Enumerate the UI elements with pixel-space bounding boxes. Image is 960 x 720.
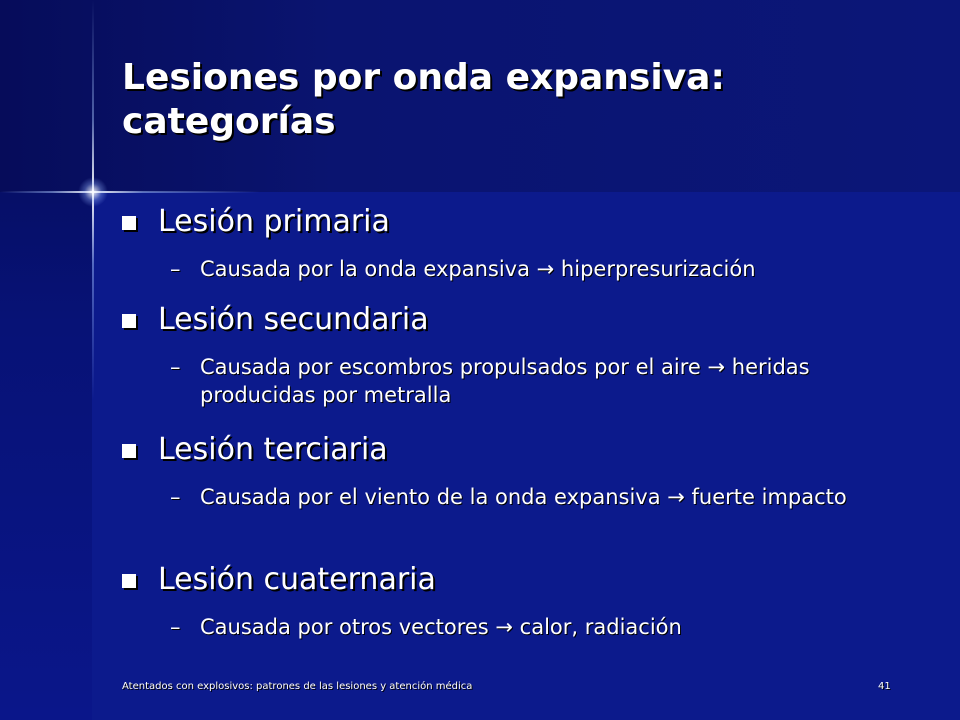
sub-bullet-text: Causada por el viento de la onda expansiva → fuerte impacto [200, 485, 847, 509]
sub-bullet-text: Causada por escombros propulsados por el aire → heridas producidas por metralla [200, 355, 810, 407]
bullet-label: Lesión cuaternaria [158, 562, 436, 597]
sparkle-horizontal-line [0, 191, 260, 193]
slide-title-line-2: categorías [122, 101, 336, 142]
sub-bullet-text: Causada por la onda expansiva → hiperpresurización [200, 257, 756, 281]
dash-marker: – [170, 485, 181, 509]
slide-title-line-1: Lesiones por onda expansiva: [122, 57, 725, 98]
sparkle-star-icon [78, 177, 108, 207]
dash-marker: – [170, 257, 181, 281]
slide-title [122, 56, 922, 144]
page-number: 41 [878, 681, 891, 692]
dash-marker: – [170, 615, 181, 639]
square-bullet-icon [122, 574, 136, 588]
square-bullet-icon [122, 444, 136, 458]
bullet-label: Lesión secundaria [158, 302, 429, 337]
dash-marker: – [170, 355, 181, 379]
bullet-label: Lesión primaria [158, 204, 390, 239]
footer-text: Atentados con explosivos: patrones de las lesiones y atención médica [122, 681, 473, 692]
bullet-label: Lesión terciaria [158, 432, 388, 467]
square-bullet-icon [122, 216, 136, 230]
square-bullet-icon [122, 314, 136, 328]
sub-bullet-text: Causada por otros vectores → calor, radiación [200, 615, 682, 639]
